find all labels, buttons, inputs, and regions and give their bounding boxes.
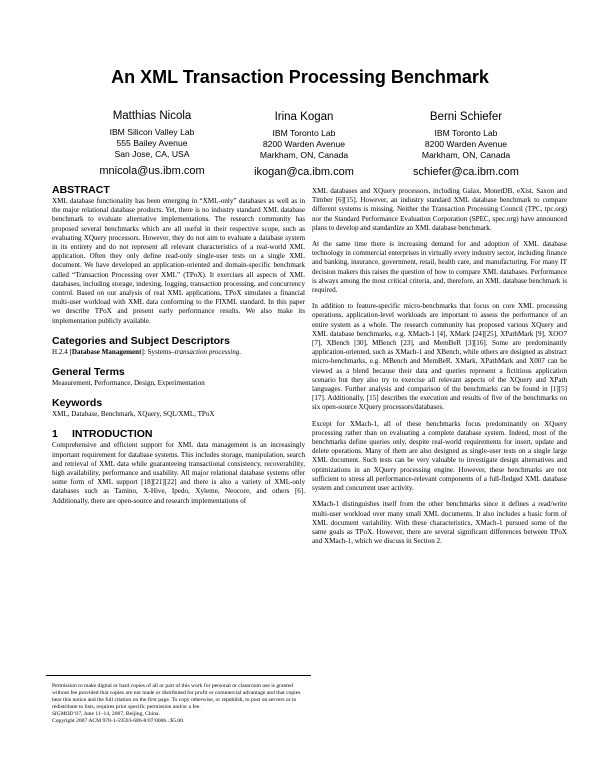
author-name: Matthias Nicola xyxy=(112,110,192,122)
body-paragraph: XML databases and XQuery processors, including Galax, MonetDB, eXist, Saxon and Timber [6][15]. However, an industry standard XML database benchmark to compare different systems is missing. Neither the Transaction Processing Council (TPC, tpc.org) nor the Standard Performance Evaluation Corporation (SPEC, spec.org) have announced plans to develop and standardize an XML database benchmark. xyxy=(312,187,567,232)
body-paragraph: At the same time there is increasing demand for and adoption of XML database technology in commercial enterprises in virtually every industry sector, including finance and banking, insurance, government, retail, health care, and manufacturing. For many IT decision makers this raises the question of how to compare XML databases. Performance is always among the most critical criteria, and, therefore, an XML database benchmark is required. xyxy=(312,240,567,295)
author-email: ikogan@ca.ibm.com xyxy=(254,165,354,178)
general-terms-heading: General Terms xyxy=(52,366,125,379)
category-subject: transaction processing. xyxy=(174,347,242,356)
author-affiliation: IBM Toronto Lab xyxy=(434,128,498,138)
body-paragraph: XMach-1 distinguishes itself from the other benchmarks since it defines a read/write multi-user workload over many small XML documents. It also includes a basic form of XML document variability. With these characteristics, XMach-1 pursued some of the same goals as TPoX. However, there are several significant differences between TPoX and XMach-1, which we discuss in Section 2. xyxy=(312,500,567,546)
abstract-heading: ABSTRACT xyxy=(52,184,110,196)
permission-text: Permission to make digital or hard copies of all or part of this work for personal or classroom use is granted without fee provided that copies are not made or distributed for profit or commercial advantage and that copies bear this notice and the full citation on the first page. To copy otherwise, or republish, to post on servers or to redistribute to lists, requires prior specific permission and/or a fee. xyxy=(52,683,301,710)
venue-details: , June 11–14, 2007, Beijing, China. xyxy=(80,711,160,717)
introduction-text: Comprehensive and efficient support for XML data management is an increasingly important requirement for database systems. This includes storage, manipulation, search and retrieval of XML data while guaranteeing transactional consistency, recoverability, high availability, performance and usability. All major relational database systems offer some form of XML support [18][21][22] and there is also a variety of XML-only databases such as Tamino, X-Hive, Ipedo, Xyleme, Neocore, and others [6]. Additionally, there are open-source and research implementations of xyxy=(52,441,305,505)
general-terms-text: Measurement, Performance, Design, Experimentation xyxy=(52,379,205,388)
author-address: 555 Bailey Avenue xyxy=(116,138,188,149)
section-title: INTRODUCTION xyxy=(72,428,153,441)
categories-text xyxy=(52,348,305,357)
body-paragraph: In addition to feature-specific micro-benchmarks that focus on core XML processing operations, application-level workloads are important to assess the performance of an entire system as a whole. The research community has proposed various XQuery and XML database benchmarks, e.g. XMach-1 [4], XMark [24][25], XPathMark [9], XOO7 [7], XBench [30], MBench [23], and MemBeR [3][16]. Some are predominantly application-oriented, such as XMach-1 and XBench, while others are designed as abstract micro-benchmarks, e.g. MBench and MemBeR. XMark, XPathMark and X007 can be viewed as a blend because their data and queries represent a fictitious application scenario but they also try to exercise all relevant aspects of the XQuery and XPath languages. Further analysis and comparison of the benchmarks can be found in [1][5][17]. Additionally, [15] describes the execution and results of five of the benchmarks on six open-source XQuery processors/databases. xyxy=(312,302,567,412)
author-affiliation: IBM Silicon Valley Lab xyxy=(109,127,195,137)
author-name: Irina Kogan xyxy=(274,111,334,123)
category-code: H.2.4 [ xyxy=(52,347,72,356)
author-email: mnicola@us.ibm.com xyxy=(99,164,205,177)
keywords-text: XML, Database, Benchmark, XQuery, SQL/XML, TPoX xyxy=(52,410,215,419)
keywords-heading: Keywords xyxy=(52,397,103,410)
copyright-notice xyxy=(52,683,303,725)
author-city: Markham, ON, Canada xyxy=(259,150,349,161)
author-affiliation: IBM Toronto Lab xyxy=(272,128,336,138)
venue-line xyxy=(52,711,303,718)
right-column xyxy=(312,187,567,553)
body-paragraph: Except for XMach-1, all of these benchmarks focus predominantly on XQuery processing rather than on evaluating a complete database system. Indeed, most of the benchmarks define queries only, despite real-world requirements for insert, update and delete operations. Many of them are also designed as single-user tests on a single large XML document. Such tests can be very valuable to investigate design alternatives and optimizations in an XQuery processing engine. However, these benchmarks are not sufficient to stress all performance-relevant components of a full-fledged XML database system and concurrent user activity. xyxy=(312,419,567,493)
author-city: San Jose, CA, USA xyxy=(114,149,190,160)
left-column xyxy=(52,184,305,513)
author-city: Markham, ON, Canada xyxy=(421,150,511,161)
paper-title: An XML Transaction Processing Benchmark xyxy=(111,67,489,87)
introduction-heading xyxy=(52,428,305,440)
venue-name: SIGMOD’07 xyxy=(52,711,81,717)
category-rest: ]: Systems– xyxy=(141,347,175,356)
copyright-line: Copyright 2007 ACM 978-1-59593-686-8/07/0006...$5.00. xyxy=(52,718,185,724)
abstract-text: XML database functionality has been emerging in “XML-only” databases as well as in the major relational database products. Yet, there is no industry standard XML database benchmark to evaluate alternative implementations. The research community has proposed several benchmarks which are all useful in their respective scope, such as evaluating XQuery processors. However, they do not aim to evaluate a database system in its entirety and do not represent all relevant characteristics of a real-world XML application. Often they only define read-only single-user tests on a single XML document. We have developed an application-oriented and domain-specific benchmark called “Transaction Processing over XML” (TPoX). It exercises all aspects of XML databases, including storage, indexing, logging, transaction processing, and concurrency control. Based on our analysis of real XML applications, TPoX simulates a financial multi-user workload with XML data conforming to the FIXML standard. In this paper we describe TPoX and present early performance results. We also make its implementation publicly available. xyxy=(52,197,305,325)
categories-heading: Categories and Subject Descriptors xyxy=(52,334,230,347)
author-email: schiefer@ca.ibm.com xyxy=(413,165,519,178)
author-block-2 xyxy=(224,110,384,179)
category-name: Database Management xyxy=(71,347,142,356)
author-address: 8200 Warden Avenue xyxy=(262,139,346,150)
section-number: 1 xyxy=(52,428,58,441)
author-block-3 xyxy=(386,110,546,179)
author-name: Berni Schiefer xyxy=(429,111,503,123)
author-block-1 xyxy=(72,109,232,178)
footnote-rule xyxy=(46,675,311,676)
author-address: 8200 Warden Avenue xyxy=(424,139,508,150)
